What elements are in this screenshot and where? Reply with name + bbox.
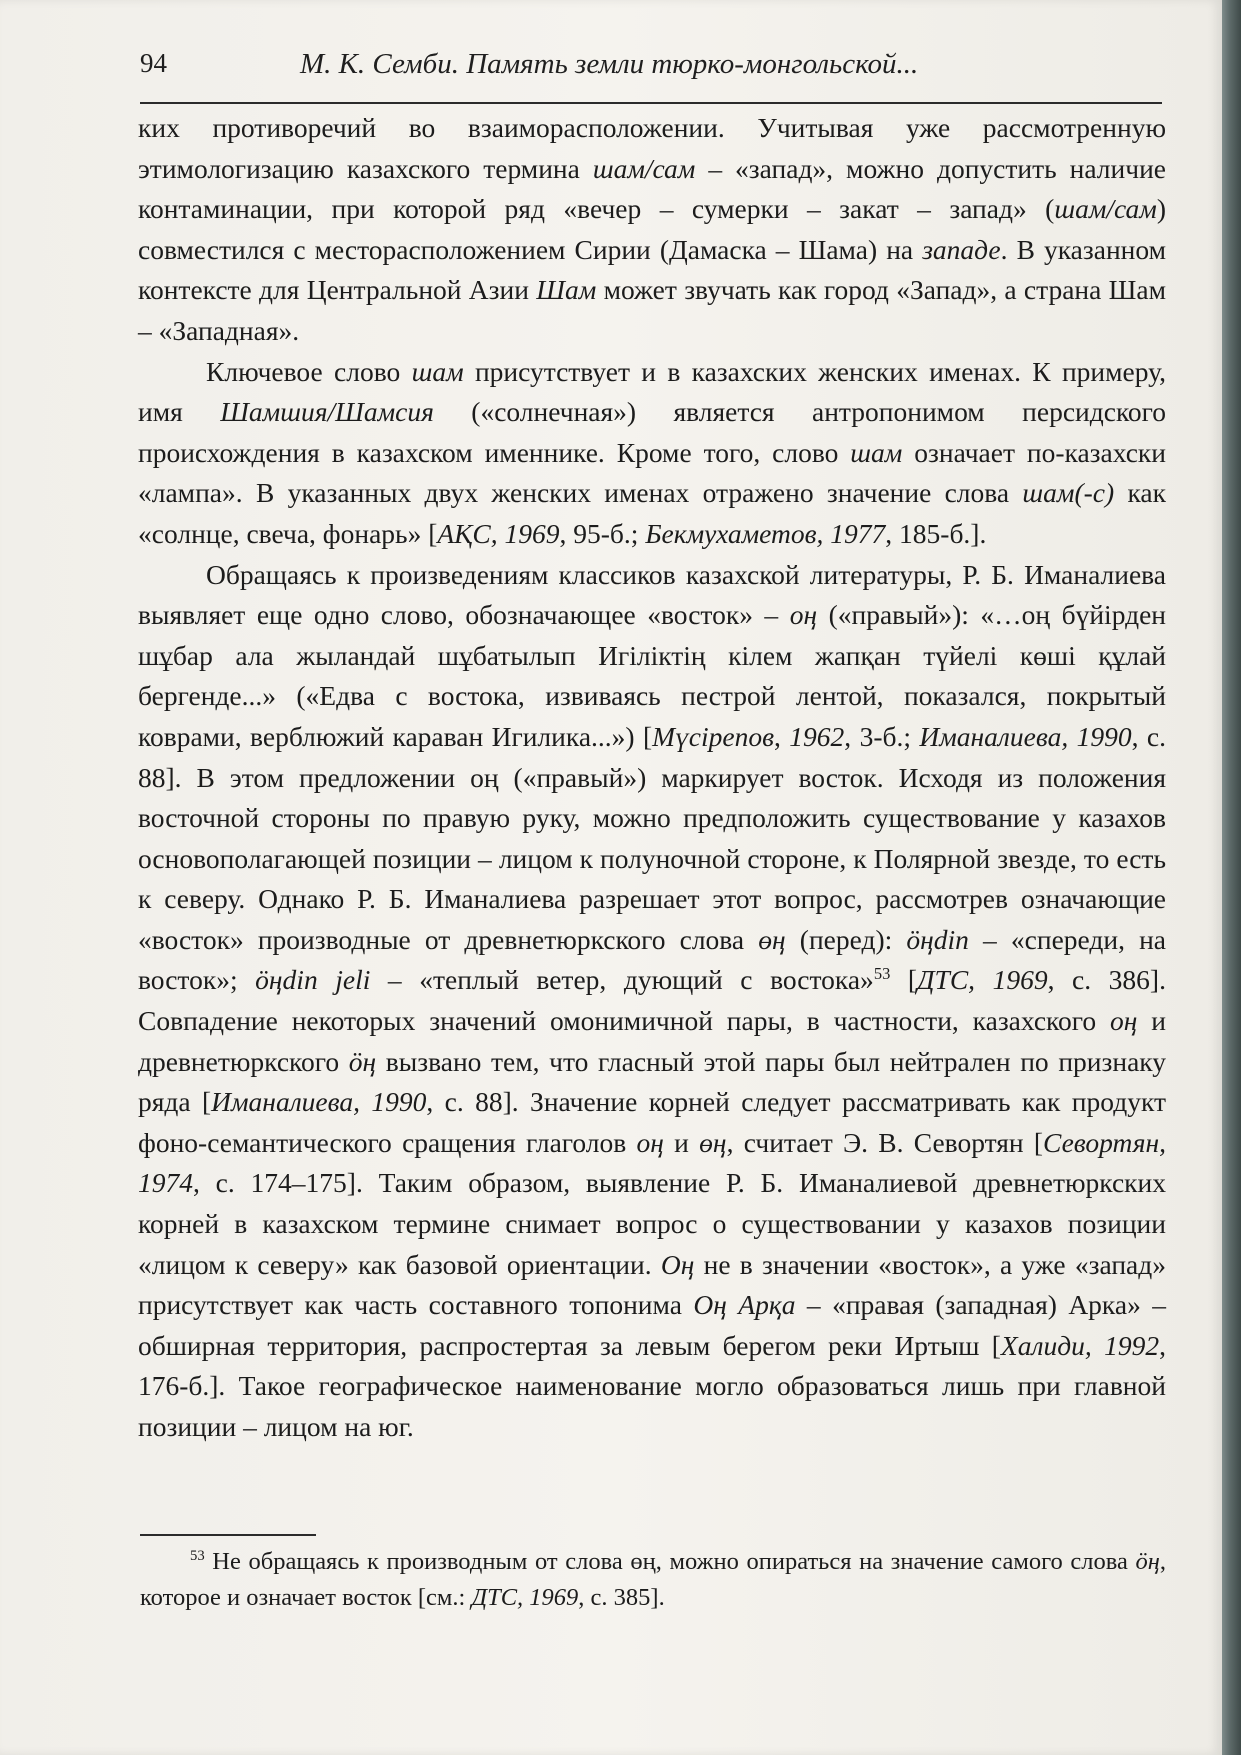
italic-term: Оң [660, 1248, 695, 1280]
italic-term: оң [1110, 1005, 1138, 1037]
italic-term: öңdin jeli [255, 964, 371, 996]
italic-term: Шамшия/Шамсия [220, 396, 434, 428]
italic-term: АҚС, 1969 [437, 517, 560, 549]
italic-term: Севортян, 1974 [138, 1126, 1166, 1199]
text-segment: , 95-б.; [559, 517, 646, 549]
italic-term: шам [850, 436, 903, 468]
paragraph [138, 108, 1166, 352]
italic-term: Иманалиева, 1990 [211, 1086, 427, 1118]
italic-term: Халиди, 1992 [1000, 1329, 1160, 1361]
paragraph [138, 352, 1166, 555]
body-text [138, 108, 1166, 1448]
text-segment: Ключевое слово [206, 355, 412, 387]
text-segment: и [663, 1126, 700, 1158]
text-segment: и древнетюркского [138, 1005, 1166, 1077]
text-segment: , с. 88]. В этом предложении оң («правый») маркирует восток. Исходя из положения восточной стороны по правую руку, можно предположить существование у казахов основополагающей позиции – лицом к полуночной стороне, к Полярной звезде, то есть к северу. Однако Р. Б. Иманалиева разрешает этот вопрос, рассмотрев означающие «восток» производные от древнетюркского слова [138, 720, 1167, 955]
italic-term: Шам [536, 274, 597, 306]
text-segment: (перед): [785, 923, 907, 955]
text-segment: означает по-казахски «лампа». В указанных двух женских именах отражено значение слова [138, 436, 1166, 509]
italic-term: өң [758, 923, 786, 955]
text-segment: , 185-б.]. [885, 517, 987, 549]
running-head: М. К. Семби. Память земли тюрко-монгольской... [300, 48, 919, 80]
text-segment: . В указанном контексте для Центральной Азии [138, 233, 1167, 306]
text-segment: вызвано тем, что гласный этой пары был нейтрален по признаку ряда [ [138, 1045, 1167, 1118]
paragraph [138, 555, 1166, 1448]
italic-term: öң [1135, 1548, 1160, 1575]
italic-term: Иманалиева, 1990 [919, 720, 1132, 752]
italic-term: шам [411, 355, 464, 387]
text-segment: Обращаясь к произведениям классиков казахской литературы, Р. Б. Иманалиева выявляет еще одно слово, обозначающее «восток» – [138, 558, 1166, 631]
italic-term: Бекмухаметов, 1977 [645, 517, 886, 549]
italic-term: Оң Арқа [693, 1289, 796, 1321]
italic-term: Мүсірепов [652, 720, 775, 752]
text-segment: не в значении «восток», а уже «запад» присутствует как часть составного топонима [138, 1248, 1166, 1321]
text-segment: Не обращаясь к производным от слова өң, можно опираться на значение самого слова [204, 1548, 1136, 1575]
italic-term: оң [636, 1126, 664, 1158]
text-segment: [ [890, 964, 918, 996]
text-segment: («солнечная») является антропонимом персидского происхождения в казахском именнике. Кроме того, слово [138, 396, 1166, 468]
text-segment: («правый»): «…оң бүйірден шұбар ала жыландай шұбатылып Игіліктің кілем жапқан түйелі көші құлай бергенде...» («Едва с востока, извиваясь пестрой лентой, показался, покрытый коврами, верблюжий караван Игилика...») [ [138, 599, 1166, 752]
italic-term: оң [789, 599, 818, 631]
footnote [140, 1544, 1166, 1616]
text-segment: – «спереди, на восток»; [138, 923, 1167, 996]
header-rule [140, 102, 1162, 104]
page-header [140, 48, 1160, 94]
italic-term: өң [699, 1126, 727, 1158]
text-segment: , с. 386]. Совпадение некоторых значений омонимичной пары, в частности, казахского [138, 964, 1166, 1037]
text-segment: , 176-б.]. Такое географическое наименование могло образоваться лишь при главной позиции – лицом на юг. [138, 1329, 1166, 1442]
text-segment: , считает Э. В. Севортян [ [726, 1126, 1044, 1158]
italic-term: ДТС, 1969 [471, 1584, 579, 1611]
text-segment: может звучать как город «Запад», а страна Шам – «Западная». [138, 274, 1167, 346]
text-segment: – «запад», можно допустить наличие контаминации, при которой ряд «вечер – сумерки – закат – запад» ( [138, 152, 1167, 225]
page-number: 94 [140, 48, 167, 78]
italic-term: 1962 [789, 720, 845, 752]
text-segment: , с. 88]. Значение корней следует рассматривать как продукт фоно-семантического сращения глаголов [138, 1086, 1166, 1158]
text-segment: , 3-б.; [844, 720, 920, 752]
text-segment: , с. 174–175]. Таким образом, выявление Р. Б. Иманалиевой древнетюркских корней в казахском термине снимает вопрос о существовании у казахов позиции «лицом к северу» как базовой ориентации. [138, 1167, 1166, 1280]
italic-term: öңdin [906, 923, 969, 955]
footnote-marker: 53 [190, 1547, 205, 1564]
italic-term: шам/сам [592, 152, 696, 184]
text-segment: , которое и означает восток [см.: [140, 1548, 1166, 1611]
italic-term: öң [348, 1045, 377, 1077]
text-segment: , [774, 720, 790, 752]
text-segment: – «правая (западная) Арка» – обширная территория, распростертая за левым берегом реки Иртыш [ [138, 1289, 1167, 1361]
footnote-marker: 53 [873, 964, 891, 984]
italic-term: ДТС, 1969 [917, 964, 1048, 996]
text-segment: присутствует и в казахских женских именах. К примеру, имя [138, 355, 1166, 428]
book-binding-edge [1222, 0, 1241, 1755]
text-segment: – «теплый ветер, дующий с востока» [370, 964, 874, 996]
text-segment: как «солнце, свеча, фонарь» [ [138, 477, 1166, 549]
italic-term: шам/сам [1054, 193, 1157, 225]
text-segment: ) совместился с месторасположением Сирии (Дамаска – Шама) на [138, 193, 1166, 265]
italic-term: западе [922, 233, 1001, 265]
italic-term: шам(-с) [1022, 477, 1115, 509]
text-segment: , с. 385]. [578, 1584, 665, 1611]
text-segment: ких противоречий во взаиморасположении. Учитывая уже рассмотренную этимологизацию казахского термина [138, 112, 1166, 184]
footnote-rule [140, 1534, 316, 1536]
